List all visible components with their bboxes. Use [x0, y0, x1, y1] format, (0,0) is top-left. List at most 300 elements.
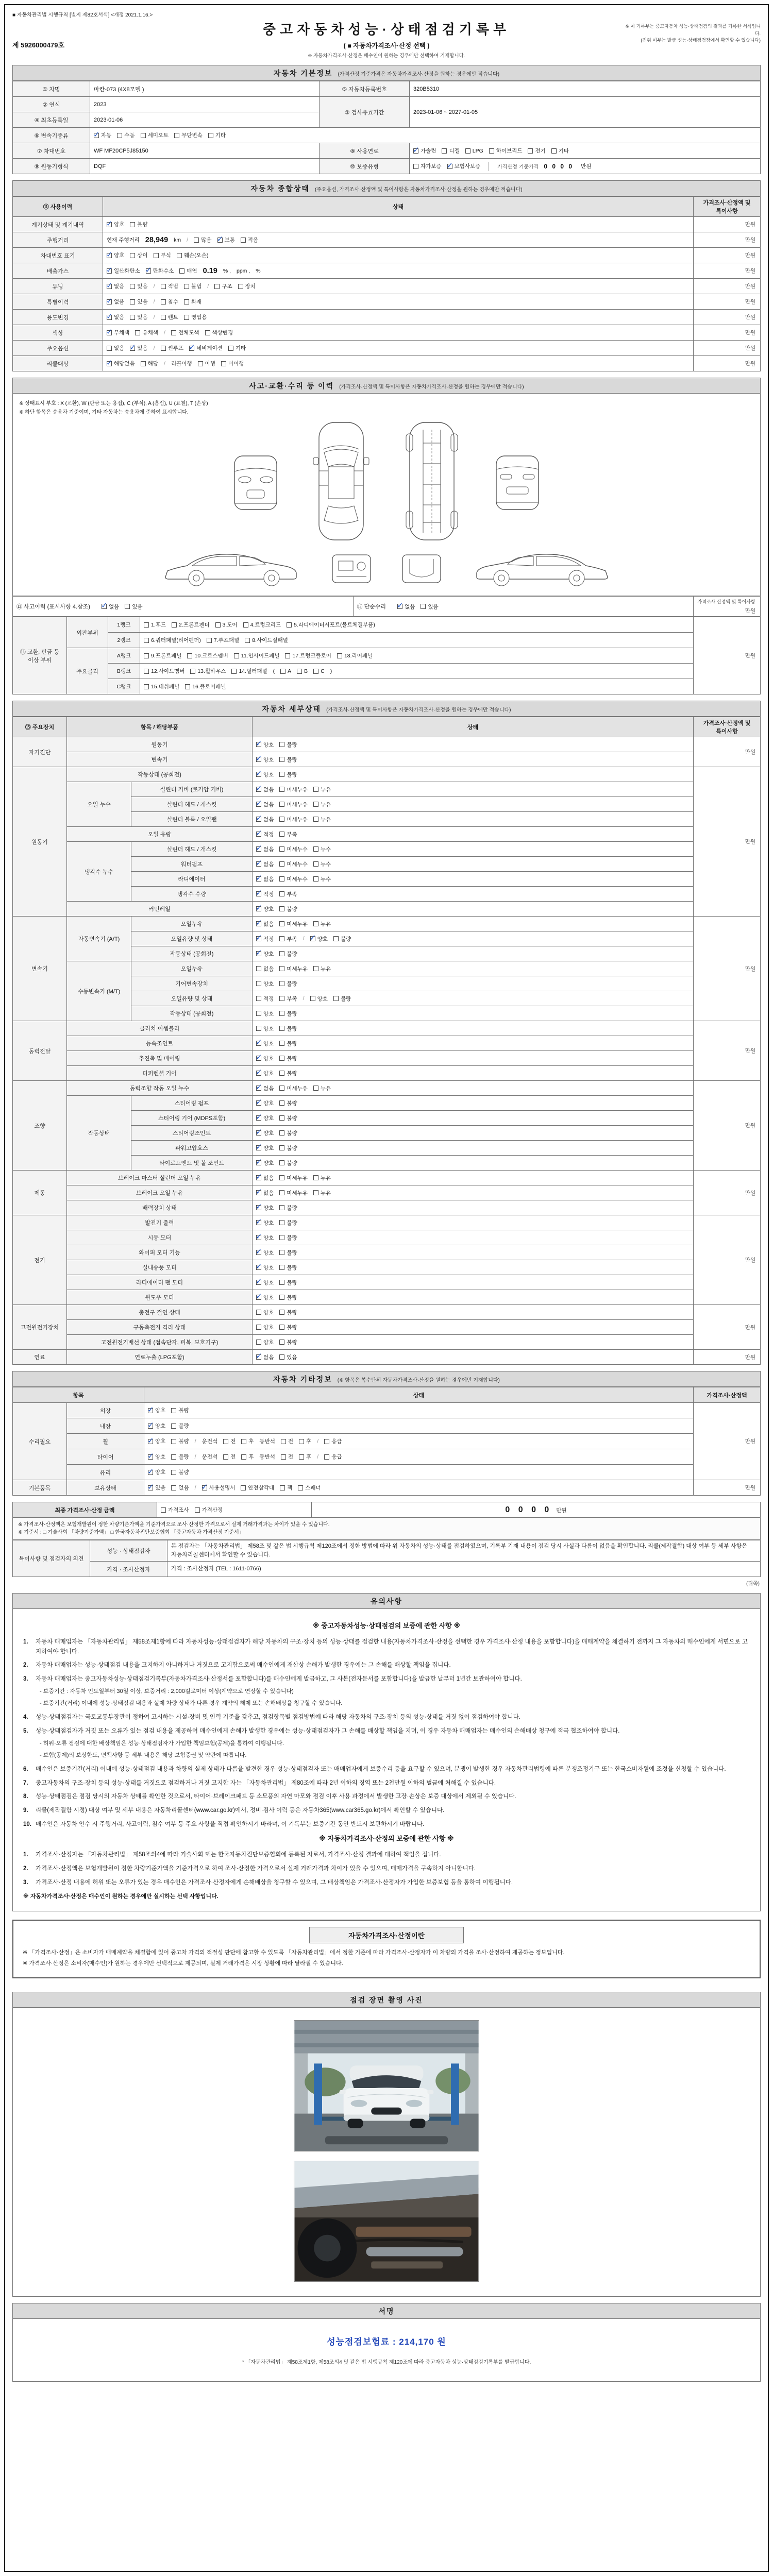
checkbox-양호[interactable]	[256, 1294, 274, 1301]
checkbox-불량[interactable]	[279, 1264, 297, 1272]
notice-item-text: 자동차 매매업자는 「자동차관리법」 제58조제1항에 따라 자동차성능·상태점검자가 해당 자동차의 구조·장치 등의 성능·상태를 점검한 내용(자동차가격조사·산정을 선택한 경우 가격조사·산정 내용을 포함합니다)을 매매계약을 체결하기 전까지 그 자동차의 매수인에게 서면으로 고지하여야 합니다.	[36, 1639, 748, 1655]
checkbox-양호[interactable]	[256, 1025, 274, 1032]
checkbox-전[interactable]	[281, 1453, 293, 1461]
checkbox-일산화탄소[interactable]	[107, 267, 140, 275]
checkbox-구조[interactable]	[214, 282, 232, 290]
state-items	[256, 1114, 690, 1122]
rank-label: 1랭크	[108, 617, 140, 633]
checkbox-없음[interactable]	[256, 786, 274, 793]
checkbox-7.루프패널[interactable]	[207, 636, 239, 644]
checkbox-box	[279, 817, 284, 822]
checkbox-양호[interactable]	[256, 756, 274, 764]
checkbox-없음[interactable]	[102, 603, 119, 611]
checkbox-양호[interactable]	[256, 1070, 274, 1077]
checkbox-미이행[interactable]	[221, 360, 244, 367]
checkbox-전체도색[interactable]	[171, 329, 199, 336]
checkbox-누수[interactable]	[313, 875, 331, 883]
checkbox-box	[107, 268, 112, 274]
checkbox-없음[interactable]	[107, 313, 124, 321]
checkbox-불량[interactable]	[279, 1025, 297, 1032]
checkbox-양호[interactable]	[256, 1129, 274, 1137]
checkbox-label: 양호	[263, 980, 274, 987]
checkbox-label: 13.휠하우스	[197, 668, 226, 674]
checkbox-양호[interactable]	[256, 1279, 274, 1286]
checkbox-누수[interactable]	[313, 845, 331, 853]
checkbox-label: 18.리어패널	[344, 653, 373, 659]
checkbox-4.트렁크리드[interactable]	[243, 621, 281, 629]
simple-repair-label: ⑬ 단순수리	[357, 604, 386, 610]
accident-flag-table	[12, 596, 761, 617]
checkbox-불량[interactable]	[279, 980, 297, 988]
checkbox-부족[interactable]	[279, 831, 297, 838]
checkbox-사용설명서[interactable]	[202, 1484, 236, 1492]
checkbox-10.크로스멤버[interactable]	[187, 652, 228, 659]
checkbox-없음[interactable]	[256, 1084, 274, 1092]
checkbox-불량[interactable]	[279, 1234, 297, 1242]
checkbox-가솔린[interactable]	[413, 147, 436, 155]
checkbox-적법[interactable]	[161, 282, 178, 290]
checkbox-양호[interactable]	[256, 1264, 274, 1272]
checkbox-box	[279, 906, 284, 911]
field-label: ⑦ 차대번호	[13, 143, 90, 159]
checkbox-C[interactable]	[313, 668, 325, 674]
checkbox-렌트[interactable]	[161, 313, 178, 321]
checkbox-해당없음[interactable]	[107, 360, 135, 367]
checkbox-없음[interactable]	[256, 816, 274, 823]
checkbox-label: 없음	[263, 816, 274, 823]
item-name: 워터펌프	[131, 857, 253, 872]
checkbox-후[interactable]	[241, 1437, 254, 1445]
checkbox-세미오토[interactable]	[141, 131, 169, 139]
state-cell	[253, 767, 694, 782]
rank-items	[140, 648, 694, 664]
item-name: 브레이크 오일 누유	[67, 1185, 253, 1200]
checkbox-누유[interactable]	[313, 965, 331, 973]
checkbox-box	[256, 951, 261, 956]
checkbox-미세누유[interactable]	[279, 801, 308, 808]
signature-area[interactable]	[12, 2319, 761, 2382]
checkbox-없음[interactable]	[107, 344, 124, 352]
checkbox-1.후드[interactable]	[144, 621, 166, 629]
checkbox-미세누유[interactable]	[279, 965, 308, 973]
checkbox-14.필러패널[interactable]	[231, 667, 267, 675]
checkbox-전[interactable]	[223, 1453, 236, 1461]
checkbox-양호[interactable]	[256, 1055, 274, 1062]
checkbox-있음[interactable]	[130, 298, 147, 306]
state-cell	[253, 1171, 694, 1185]
column-header: 항목 / 해당부품	[67, 717, 253, 737]
checkbox-label: 자동	[101, 132, 112, 139]
checkbox-누유[interactable]	[313, 801, 331, 808]
checkbox-양호[interactable]	[256, 950, 274, 958]
checkbox-훼손(오손)[interactable]	[177, 251, 209, 259]
checkbox-양호[interactable]	[256, 1099, 274, 1107]
checkbox-box	[187, 653, 192, 658]
checkbox-화재[interactable]	[184, 298, 201, 306]
checkbox-label: 전	[230, 1438, 236, 1445]
checkbox-양호[interactable]	[256, 1309, 274, 1316]
checkbox-불량[interactable]	[279, 1010, 297, 1018]
checkbox-부족[interactable]	[279, 935, 297, 943]
checkbox-LPG[interactable]	[465, 148, 483, 154]
checkbox-B[interactable]	[297, 668, 308, 674]
checkbox-없음[interactable]	[256, 845, 274, 853]
checkbox-없음[interactable]	[256, 801, 274, 808]
car-front-view-diagram	[227, 443, 284, 520]
checkbox-후[interactable]	[299, 1437, 311, 1445]
checkbox-없음[interactable]	[256, 920, 274, 928]
checkbox-적정[interactable]	[256, 890, 274, 898]
checkbox-미세누유[interactable]	[279, 920, 308, 928]
price-cell: 만원	[694, 1021, 761, 1081]
checkbox-label: 불량	[287, 741, 297, 748]
checkbox-label: 보통	[224, 237, 235, 243]
state-items	[256, 1264, 690, 1272]
checkbox-16.플로어패널[interactable]	[185, 683, 226, 690]
checkbox-label: 누유	[320, 1190, 331, 1196]
notice-item	[23, 1726, 750, 1736]
notice-item-text: 성능·상태점검자가 거짓 또는 오류가 있는 점검 내용을 제공하여 매수인에게 손해가 발생한 경우에는 성능·상태점검자가 그 손해를 배상할 책임을 지며, 이 경우 자동차 매매업자는 매수인의 손해배상 청구에 적극 협조하여야 합니다.	[36, 1727, 620, 1734]
checkbox-양호[interactable]	[256, 1204, 274, 1212]
checkbox-적정[interactable]	[256, 995, 274, 1003]
checkbox-부족[interactable]	[279, 995, 297, 1003]
checkbox-불량[interactable]	[171, 1468, 189, 1476]
checkbox-가격산정[interactable]	[195, 1506, 223, 1514]
separator: /	[194, 1453, 196, 1460]
checkbox-무채색[interactable]	[107, 329, 129, 336]
checkbox-양호[interactable]	[148, 1406, 165, 1414]
checkbox-양호[interactable]	[148, 1437, 165, 1445]
checkbox-불량[interactable]	[279, 1070, 297, 1077]
checkbox-양호[interactable]	[256, 1159, 274, 1167]
checkbox-불량[interactable]	[333, 995, 351, 1003]
checkbox-불량[interactable]	[171, 1437, 189, 1445]
checkbox-전기[interactable]	[528, 147, 545, 155]
checkbox-불량[interactable]	[279, 1055, 297, 1062]
checkbox-기타[interactable]	[208, 131, 226, 139]
checkbox-잭[interactable]	[280, 1484, 292, 1492]
checkbox-없음[interactable]	[256, 875, 274, 883]
checkbox-불량[interactable]	[279, 1040, 297, 1047]
checkbox-누유[interactable]	[313, 920, 331, 928]
checkbox-불량[interactable]	[279, 1204, 297, 1212]
checkbox-디젤[interactable]	[442, 147, 459, 155]
checkbox-box	[256, 1205, 261, 1210]
checkbox-매연[interactable]	[179, 267, 197, 275]
checkbox-불법[interactable]	[184, 282, 201, 290]
price-cell: 만원	[694, 1171, 761, 1215]
checkbox-없음[interactable]	[256, 1174, 274, 1182]
checkbox-18.리어패널[interactable]	[337, 652, 373, 659]
checkbox-A[interactable]	[280, 668, 291, 674]
checkbox-영업용[interactable]	[184, 313, 207, 321]
checkbox-있음[interactable]	[130, 282, 147, 290]
checkbox-box	[223, 1454, 228, 1460]
checkbox-후[interactable]	[241, 1453, 254, 1461]
checkbox-불량[interactable]	[130, 221, 147, 228]
checkbox-불량[interactable]	[279, 1294, 297, 1301]
checkbox-양호[interactable]	[256, 1114, 274, 1122]
checkbox-가격조사[interactable]	[161, 1506, 189, 1514]
checkbox-label: B	[304, 668, 308, 674]
checkbox-양호[interactable]	[148, 1422, 165, 1430]
checkbox-있음[interactable]	[148, 1484, 165, 1492]
checkbox-누유[interactable]	[313, 1084, 331, 1092]
checkbox-전[interactable]	[223, 1437, 236, 1445]
checkbox-양호[interactable]	[148, 1453, 165, 1461]
checkbox-불량[interactable]	[171, 1406, 189, 1414]
state-cell	[103, 325, 694, 341]
state-items	[107, 282, 690, 290]
checkbox-안전삼각대[interactable]	[241, 1484, 274, 1492]
checkbox-box	[256, 1235, 261, 1240]
checkbox-box	[144, 684, 149, 689]
checkbox-불량[interactable]	[279, 1249, 297, 1257]
checkbox-8.사이드실패널[interactable]	[245, 636, 288, 644]
checkbox-네비게이션[interactable]	[189, 344, 223, 352]
checkbox-적정[interactable]	[256, 935, 274, 943]
checkbox-없음[interactable]	[256, 1189, 274, 1197]
checkbox-불량[interactable]	[279, 1114, 297, 1122]
checkbox-box	[215, 622, 221, 628]
item-name: 라디에이터 팬 모터	[67, 1275, 253, 1290]
checkbox-양호[interactable]	[256, 741, 274, 749]
checkbox-label: 전	[230, 1454, 236, 1460]
checkbox-자가보증[interactable]	[413, 162, 442, 170]
separator: /	[187, 236, 189, 243]
checkbox-box	[279, 861, 284, 867]
checkbox-불량[interactable]	[279, 1129, 297, 1137]
checkbox-탄화수소[interactable]	[146, 267, 174, 275]
checkbox-5.라디에이터서포트(볼트체결부품)[interactable]	[287, 621, 375, 629]
checkbox-box	[141, 133, 146, 138]
checkbox-후[interactable]	[299, 1453, 311, 1461]
checkbox-불량[interactable]	[279, 1099, 297, 1107]
checkbox-많음[interactable]	[194, 236, 211, 244]
checkbox-양호[interactable]	[256, 1144, 274, 1152]
checkbox-무단변속[interactable]	[174, 131, 203, 139]
checkbox-기타[interactable]	[228, 344, 246, 352]
checkbox-12.사이드멤버[interactable]	[144, 667, 184, 675]
checkbox-15.대쉬패널[interactable]	[144, 683, 179, 690]
accident-history-header	[12, 378, 761, 394]
notice-footnote: ※ 자동차가격조사·산정은 매수인이 원하는 경우에만 실시하는 선택 사항입니다.	[23, 1893, 219, 1900]
checkbox-부족[interactable]	[279, 890, 297, 898]
checkbox-없음[interactable]	[256, 965, 274, 973]
checkbox-누유[interactable]	[313, 1189, 331, 1197]
state-items	[256, 1353, 690, 1361]
item-name: 등속조인트	[67, 1036, 253, 1051]
checkbox-box	[231, 669, 237, 674]
checkbox-양호[interactable]	[256, 1234, 274, 1242]
checkbox-label: 불량	[287, 1055, 297, 1062]
checkbox-label: 있음	[137, 345, 148, 351]
checkbox-양호[interactable]	[256, 771, 274, 778]
checkbox-불량[interactable]	[171, 1453, 189, 1461]
checkbox-있음[interactable]	[421, 603, 438, 611]
state-items	[148, 1484, 690, 1492]
state-items	[256, 1174, 690, 1182]
checkbox-미세누유[interactable]	[279, 786, 308, 793]
checkbox-box	[397, 604, 402, 609]
checkbox-9.프론트패널[interactable]	[144, 652, 181, 659]
checkbox-box	[144, 622, 149, 628]
checkbox-불량[interactable]	[279, 1279, 297, 1286]
state-items	[107, 221, 690, 228]
checkbox-11.인사이드패널[interactable]	[234, 652, 280, 659]
car-side-view-left-diagram	[160, 547, 305, 590]
checkbox-양호[interactable]	[256, 1324, 274, 1331]
checkbox-미세누수[interactable]	[279, 845, 308, 853]
checkbox-이행[interactable]	[198, 360, 215, 367]
checkbox-box	[313, 1086, 318, 1091]
checkbox-미세누유[interactable]	[279, 1189, 308, 1197]
checkbox-box	[194, 238, 199, 243]
checkbox-유채색[interactable]	[135, 329, 158, 336]
state-cell	[253, 1305, 694, 1320]
checkbox-양호[interactable]	[256, 1010, 274, 1018]
checkbox-label: 없음	[405, 603, 415, 610]
checkbox-없음[interactable]	[171, 1484, 189, 1492]
state-items	[148, 1406, 690, 1414]
checkbox-상이[interactable]	[130, 251, 147, 259]
state-items	[413, 147, 757, 155]
checkbox-불량[interactable]	[279, 771, 297, 778]
checkbox-label: 12.사이드멤버	[151, 668, 185, 674]
checkbox-적정[interactable]	[256, 831, 274, 838]
checkbox-label: 불량	[287, 1219, 297, 1226]
checkbox-기타[interactable]	[551, 147, 569, 155]
checkbox-미세누유[interactable]	[279, 1084, 308, 1092]
checkbox-양호[interactable]	[256, 1249, 274, 1257]
inspection-photo-underbody	[294, 2161, 479, 2282]
checkbox-누유[interactable]	[313, 786, 331, 793]
checkbox-불량[interactable]	[279, 905, 297, 913]
checkbox-전[interactable]	[281, 1437, 293, 1445]
checkbox-box	[221, 361, 226, 366]
basic-info-title: 자동차 기본정보	[273, 69, 333, 77]
checkbox-label: 불량	[178, 1408, 189, 1414]
checkbox-box	[256, 1250, 261, 1255]
checkbox-보통[interactable]	[217, 236, 235, 244]
checkbox-양호[interactable]	[107, 251, 124, 259]
checkbox-장치[interactable]	[238, 282, 256, 290]
checkbox-불량[interactable]	[279, 1338, 297, 1346]
checkbox-해당[interactable]	[141, 360, 158, 367]
checkbox-있음[interactable]	[125, 603, 142, 611]
car-top-view-diagram	[308, 419, 375, 543]
checkbox-label: 불량	[287, 1025, 297, 1032]
checkbox-불량[interactable]	[279, 1309, 297, 1316]
checkbox-label: 불량	[287, 951, 297, 957]
checkbox-있음[interactable]	[279, 1353, 297, 1361]
checkbox-침수[interactable]	[161, 298, 178, 306]
checkbox-스패너[interactable]	[298, 1484, 321, 1492]
checkbox-양호[interactable]	[256, 1040, 274, 1047]
checkbox-label: 양호	[263, 1130, 274, 1137]
checkbox-없음[interactable]	[107, 282, 124, 290]
checkbox-label: 누유	[320, 816, 331, 823]
checkbox-미세누수[interactable]	[279, 875, 308, 883]
checkbox-label: 후	[306, 1454, 312, 1460]
checkbox-불량[interactable]	[279, 950, 297, 958]
checkbox-불량[interactable]	[279, 1144, 297, 1152]
checkbox-불량[interactable]	[279, 756, 297, 764]
checkbox-없음[interactable]	[256, 1353, 274, 1361]
checkbox-label: 자가보증	[421, 163, 442, 170]
checkbox-불량[interactable]	[279, 1324, 297, 1331]
checkbox-label: 없음	[263, 786, 274, 793]
checkbox-수동[interactable]	[117, 131, 135, 139]
checkbox-양호[interactable]	[256, 980, 274, 988]
checkbox-있음[interactable]	[130, 344, 147, 352]
checkbox-하이브리드[interactable]	[489, 147, 523, 155]
checkbox-있음[interactable]	[130, 313, 147, 321]
notice-item	[23, 1878, 750, 1888]
checkbox-누유[interactable]	[313, 1174, 331, 1182]
checkbox-양호[interactable]	[256, 905, 274, 913]
checkbox-양호[interactable]	[310, 995, 328, 1003]
checkbox-양호[interactable]	[148, 1468, 165, 1476]
checkbox-불량[interactable]	[279, 1219, 297, 1227]
checkbox-미세누유[interactable]	[279, 816, 308, 823]
checkbox-응급[interactable]	[324, 1453, 342, 1461]
price-definition-text: ※ 「가격조사·산정」은 소비자가 매매계약을 체결함에 있어 중고차 가격의 적절성 판단에 참고할 수 있도록 「자동차관리법」에서 정한 기준에 따라 가격조사·산정자가 이 차량의 가격을 조사·산정하여 제공하는 정보입니다.	[23, 1950, 565, 1956]
checkbox-없음[interactable]	[256, 860, 274, 868]
state-items	[256, 1070, 690, 1077]
checkbox-양호[interactable]	[256, 1219, 274, 1227]
notice-item	[23, 1637, 750, 1656]
checkbox-보험사보증[interactable]	[447, 162, 481, 170]
notice-item	[23, 1713, 750, 1722]
item-name: 구동축전지 격리 상태	[67, 1320, 253, 1335]
checkbox-양호[interactable]	[107, 221, 124, 228]
state-cell	[253, 1260, 694, 1275]
detailed-condition-section	[12, 701, 761, 1365]
checkbox-3.도어[interactable]	[215, 621, 238, 629]
checkbox-누수[interactable]	[313, 860, 331, 868]
checkbox-불량[interactable]	[279, 741, 297, 749]
column-header: 항목	[13, 1387, 144, 1403]
checkbox-자동[interactable]	[94, 131, 111, 139]
checkbox-불량[interactable]	[279, 1159, 297, 1167]
checkbox-17.트렁크플로어[interactable]	[285, 652, 331, 659]
checkbox-미세누유[interactable]	[279, 1174, 308, 1182]
checkbox-2.프론트펜더[interactable]	[172, 621, 209, 629]
checkbox-없음[interactable]	[397, 603, 415, 611]
checkbox-양호[interactable]	[310, 935, 328, 943]
checkbox-label: 양호	[263, 1115, 274, 1122]
checkbox-불량[interactable]	[171, 1422, 189, 1430]
checkbox-6.쿼터패널(리어펜더)[interactable]	[144, 636, 201, 644]
checkbox-box	[171, 1408, 176, 1413]
checkbox-없음[interactable]	[107, 298, 124, 306]
checkbox-미세누수[interactable]	[279, 860, 308, 868]
checkbox-색상변경[interactable]	[205, 329, 233, 336]
checkbox-양호[interactable]	[256, 1338, 274, 1346]
checkbox-부식[interactable]	[154, 251, 171, 259]
checkbox-응급[interactable]	[324, 1437, 342, 1445]
checkbox-적음[interactable]	[241, 236, 258, 244]
checkbox-불량[interactable]	[333, 935, 351, 943]
checkbox-누유[interactable]	[313, 816, 331, 823]
row-label: 차대번호 표기	[13, 248, 103, 263]
checkbox-label: 양호	[263, 1160, 274, 1166]
checkbox-13.휠하우스[interactable]	[190, 667, 226, 675]
checkbox-썬루프[interactable]	[161, 344, 183, 352]
column-header: ⑮ 주요장치	[13, 717, 67, 737]
item-name: 와이퍼 모터 기능	[67, 1245, 253, 1260]
